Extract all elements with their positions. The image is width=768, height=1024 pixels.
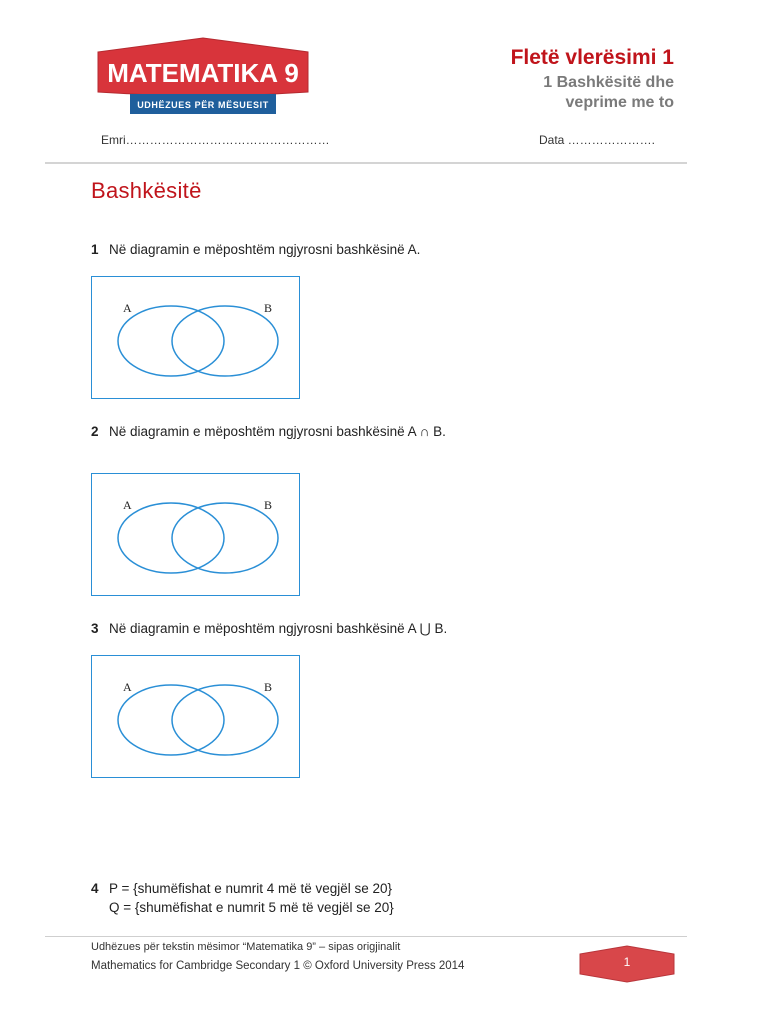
logo-title: MATEMATIKA 9 bbox=[107, 58, 299, 88]
set-b-label: B bbox=[264, 680, 273, 694]
set-b-label: B bbox=[264, 301, 273, 315]
question-2 bbox=[91, 424, 446, 439]
set-a-circle bbox=[118, 503, 224, 573]
question-3 bbox=[91, 621, 447, 637]
question-text-2: Q = {shumëfishat e numrit 5 më të vegjël se 20} bbox=[109, 900, 394, 915]
question-number: 3 bbox=[91, 621, 99, 636]
name-field: Emri…………………………………………… bbox=[101, 133, 330, 147]
logo-subtitle: UDHËZUES PËR MËSUESIT bbox=[137, 100, 269, 110]
set-b-circle bbox=[172, 503, 278, 573]
footer-line-2: Mathematics for Cambridge Secondary 1 © Oxford University Press 2014 bbox=[91, 960, 465, 972]
venn-diagram-3[interactable] bbox=[91, 655, 300, 778]
date-field: Data …………………. bbox=[539, 133, 656, 147]
venn-diagram-1[interactable] bbox=[91, 276, 300, 399]
venn-diagram-2[interactable] bbox=[91, 473, 300, 596]
question-number: 4 bbox=[91, 881, 99, 896]
page-number: 1 bbox=[623, 955, 631, 969]
footer-divider bbox=[45, 936, 687, 937]
footer-line-1: Udhëzues për tekstin mësimor “Matematika 9” – sipas origjinalit bbox=[91, 941, 401, 953]
logo bbox=[94, 36, 312, 118]
header-divider bbox=[45, 162, 687, 164]
set-a-label: A bbox=[123, 680, 132, 694]
subtitle-line-1: 1 Bashkësitë dhe bbox=[543, 74, 674, 91]
question-4 bbox=[91, 879, 394, 917]
worksheet-title: Fletë vlerësimi 1 bbox=[510, 46, 674, 69]
set-a-circle bbox=[118, 685, 224, 755]
question-1 bbox=[91, 242, 420, 257]
question-text: Në diagramin e mëposhtëm ngjyrosni bashkësinë A ∩ B. bbox=[109, 424, 446, 439]
section-title: Bashkësitë bbox=[91, 178, 202, 203]
question-number: 1 bbox=[91, 242, 99, 257]
question-text: Në diagramin e mëposhtëm ngjyrosni bashkësinë A ⋃ B. bbox=[109, 621, 448, 636]
subtitle-line-2: veprime me to bbox=[565, 94, 674, 111]
set-a-label: A bbox=[123, 301, 132, 315]
question-text: Në diagramin e mëposhtëm ngjyrosni bashkësinë A. bbox=[109, 242, 421, 257]
set-b-circle bbox=[172, 306, 278, 376]
set-a-circle bbox=[118, 306, 224, 376]
question-text: P = {shumëfishat e numrit 4 më të vegjël se 20} bbox=[109, 881, 393, 896]
set-b-label: B bbox=[264, 498, 273, 512]
question-number: 2 bbox=[91, 424, 99, 439]
worksheet-subtitle bbox=[454, 73, 674, 113]
set-b-circle bbox=[172, 685, 278, 755]
set-a-label: A bbox=[123, 498, 132, 512]
